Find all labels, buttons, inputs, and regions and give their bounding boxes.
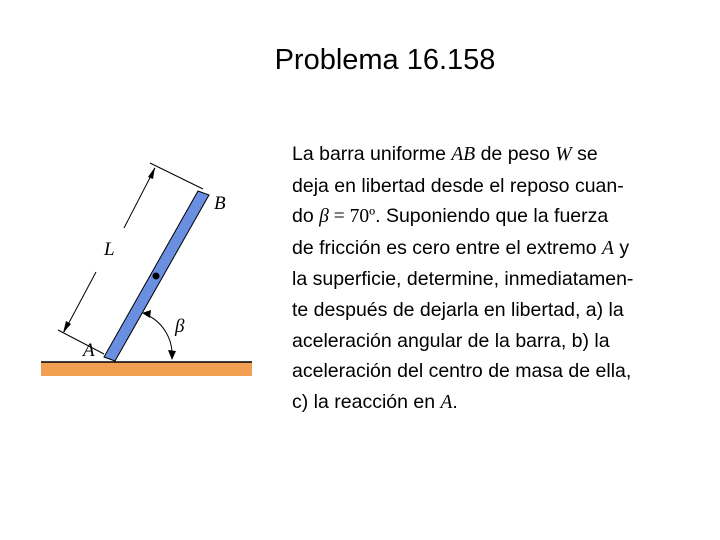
label-b: B — [214, 193, 226, 214]
problem-line-5: la superficie, determine, inmediatamen- — [292, 268, 634, 291]
var-ab: AB — [451, 144, 476, 165]
text-segment: y — [613, 236, 630, 259]
angle-beta-arc — [145, 314, 172, 357]
text-segment: . Suponiendo que la fuerza — [375, 205, 609, 228]
label-l: L — [104, 239, 115, 260]
text-segment: de peso — [475, 143, 556, 165]
bar-diagram — [0, 0, 290, 400]
angle-value: = 70º — [328, 206, 376, 228]
text-segment: do — [292, 205, 320, 228]
label-beta: β — [175, 316, 185, 337]
dimension-extension-top — [150, 163, 203, 189]
var-w: W — [555, 144, 572, 165]
var-a: A — [601, 237, 614, 259]
problem-line-1 — [292, 139, 720, 171]
text-segment: . — [452, 390, 458, 413]
center-of-mass-dot — [153, 273, 160, 280]
problem-line-3 — [292, 201, 720, 233]
text-segment: se — [571, 143, 598, 165]
var-beta: β — [319, 206, 329, 228]
problem-line-8: aceleración del centro de masa de ella, — [292, 360, 632, 383]
problem-line-9 — [292, 387, 720, 419]
problem-line-2: deja en libertad desde el reposo cuan- — [292, 174, 624, 197]
problem-line-6: te después de dejarla en libertad, a) la — [292, 298, 624, 321]
angle-arrowhead-bottom — [168, 350, 176, 360]
text-segment: La barra uniforme — [292, 143, 452, 165]
text-segment: c) la reacción en — [292, 390, 441, 413]
ground-surface — [41, 362, 252, 376]
dimension-extension-bottom — [58, 330, 104, 354]
var-a: A — [440, 391, 453, 413]
page-title: Problema 16.158 — [274, 44, 496, 76]
problem-line-4 — [292, 233, 720, 265]
label-a: A — [83, 340, 95, 361]
dimension-arrowhead-top — [148, 167, 155, 179]
text-segment: de fricción es cero entre el extremo — [292, 236, 602, 259]
dimension-arrowhead-bottom — [63, 321, 71, 333]
problem-line-7: aceleración angular de la barra, b) la — [292, 329, 610, 352]
problem-statement — [292, 139, 720, 418]
